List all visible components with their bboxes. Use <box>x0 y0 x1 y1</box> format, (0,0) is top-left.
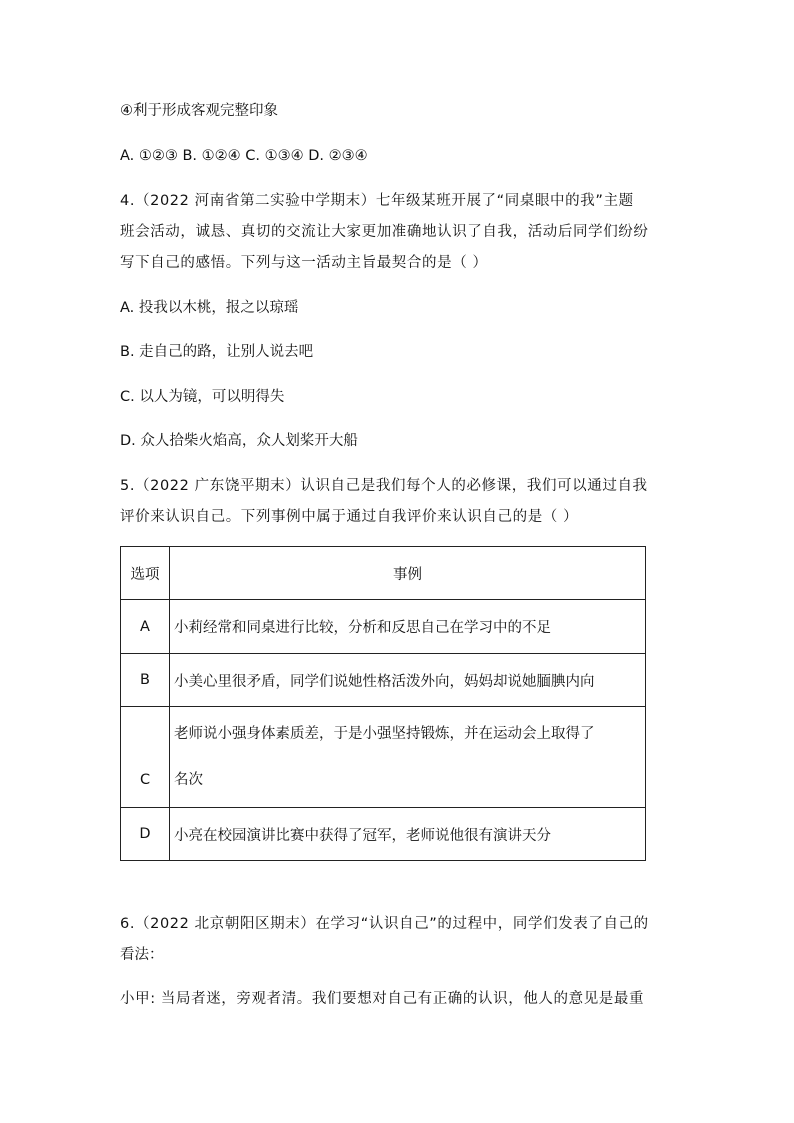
q4-stem-line-3: 写下自己的感悟。下列与这一活动主旨最契合的是（ ） <box>120 255 488 271</box>
row-example: 小美心里很矛盾，同学们说她性格活泼外向，妈妈却说她腼腆内向 <box>170 654 646 707</box>
table-row <box>121 707 646 808</box>
q6-stem-line-2: 看法： <box>120 947 164 963</box>
row-example <box>170 707 646 808</box>
table-header-row <box>121 547 646 600</box>
table-row <box>121 600 646 654</box>
header-option: 选项 <box>121 547 170 600</box>
q4-option-b: B. 走自己的路，让别人说去吧 <box>120 344 314 360</box>
q4-option-c: C. 以人为镜，可以明得失 <box>120 389 285 405</box>
q6-opinion-xiaojia: 小甲: 当局者迷，旁观者清。我们要想对自己有正确的认识，他人的意见是最重 <box>120 991 645 1007</box>
q3-options: A. ①②③ B. ①②④ C. ①③④ D. ②③④ <box>120 148 368 164</box>
q4-option-a: A. 投我以木桃，报之以琼瑶 <box>120 300 299 316</box>
row-example: 小亮在校园演讲比赛中获得了冠军，老师说他很有演讲天分 <box>170 808 646 861</box>
table-row <box>121 654 646 707</box>
row-example-line-2: 名次 <box>174 772 203 788</box>
q4-stem-line-1: 4.（2022 河南省第二实验中学期末）七年级某班开展了“同桌眼中的我”主题 <box>120 193 634 209</box>
q3-item-4: ④利于形成客观完整印象 <box>120 103 278 119</box>
q6-stem-line-1: 6.（2022 北京朝阳区期末）在学习“认识自己”的过程中，同学们发表了自己的 <box>120 916 649 932</box>
row-example: 小莉经常和同桌进行比较，分析和反思自己在学习中的不足 <box>170 600 646 654</box>
q4-option-d: D. 众人拾柴火焰高，众人划桨开大船 <box>120 433 358 449</box>
q5-stem-line-1: 5.（2022 广东饶平期末）认识自己是我们每个人的必修课，我们可以通过自我 <box>120 478 648 494</box>
q4-stem-line-2: 班会活动，诚恳、真切的交流让大家更加准确地认识了自我，活动后同学们纷纷 <box>120 224 649 240</box>
table-row <box>121 808 646 861</box>
row-example-line-1: 老师说小强身体素质差，于是小强坚持锻炼，并在运动会上取得了 <box>174 726 595 742</box>
row-option: C <box>121 707 170 808</box>
q5-table <box>120 546 646 861</box>
q5-stem-line-2: 评价来认识自己。下列事例中属于通过自我评价来认识自己的是（ ） <box>120 509 579 525</box>
row-option: B <box>121 654 170 707</box>
header-example: 事例 <box>170 547 646 600</box>
row-option: D <box>121 808 170 861</box>
row-option: A <box>121 600 170 654</box>
